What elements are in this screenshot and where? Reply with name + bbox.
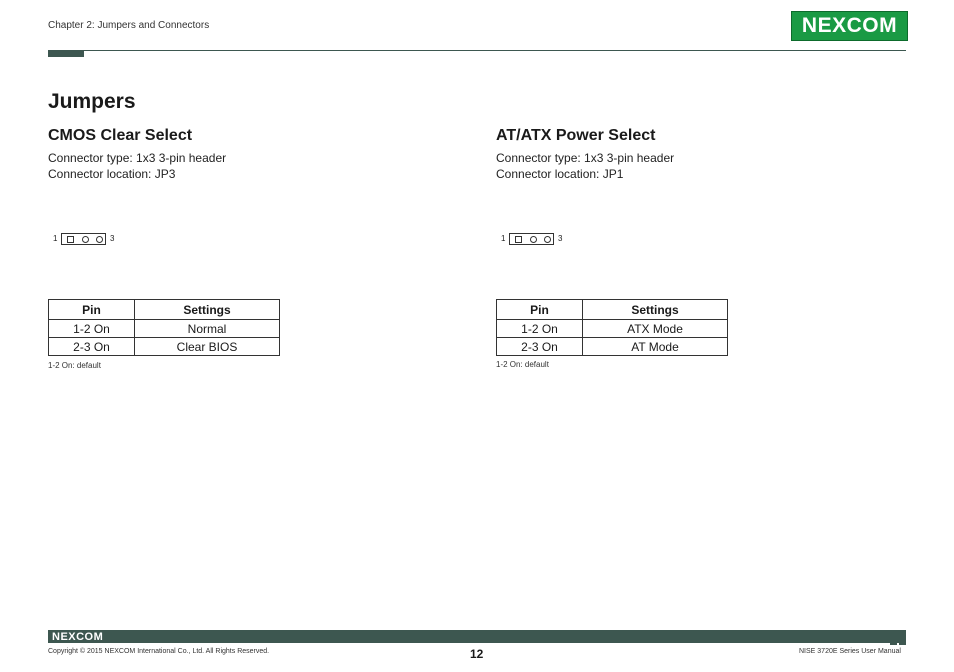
pin-1-square-icon xyxy=(67,236,74,243)
pin-header-diagram xyxy=(509,233,554,245)
page-number: 12 xyxy=(470,647,484,661)
table-cell: 2-3 On xyxy=(497,338,583,356)
table-row xyxy=(49,320,280,338)
table-cell: ATX Mode xyxy=(583,320,728,338)
pin-3-round-icon xyxy=(544,236,551,243)
table-header-row xyxy=(497,300,728,320)
table-header-row xyxy=(49,300,280,320)
connector-location-atx: Connector location: JP1 xyxy=(496,167,624,181)
manual-name: NISE 3720E Series User Manual xyxy=(799,648,901,655)
nexcom-logo xyxy=(791,11,908,41)
header-accent-bar xyxy=(48,50,84,57)
column-header-pin: Pin xyxy=(49,300,135,320)
connector-type-cmos: Connector type: 1x3 3-pin header xyxy=(48,151,227,165)
footer-corner-square-icon xyxy=(899,638,906,645)
connector-type-atx: Connector type: 1x3 3-pin header xyxy=(496,151,675,165)
table-cell: 2-3 On xyxy=(49,338,135,356)
column-header-settings: Settings xyxy=(583,300,728,320)
column-header-pin: Pin xyxy=(497,300,583,320)
header-rule xyxy=(84,50,906,51)
table-row xyxy=(497,320,728,338)
footer-logo: NEXCOM xyxy=(52,631,104,643)
pin-label-start: 1 xyxy=(501,234,506,243)
copyright-text: Copyright © 2015 NEXCOM International Co., Ltd. All Rights Reserved. xyxy=(48,648,270,655)
footnote-atx: 1-2 On: default xyxy=(496,360,549,369)
pin-1-square-icon xyxy=(515,236,522,243)
pin-2-round-icon xyxy=(82,236,89,243)
table-cell: AT Mode xyxy=(583,338,728,356)
settings-table-cmos xyxy=(48,299,280,356)
footer-corner-square-icon xyxy=(890,630,897,637)
chapter-heading: Chapter 2: Jumpers and Connectors xyxy=(48,20,210,31)
pin-header-diagram xyxy=(61,233,106,245)
section-title-atx: AT/ATX Power Select xyxy=(496,127,656,144)
pin-2-round-icon xyxy=(530,236,537,243)
footnote-cmos: 1-2 On: default xyxy=(48,361,101,370)
table-cell: Clear BIOS xyxy=(135,338,280,356)
table-cell: 1-2 On xyxy=(497,320,583,338)
section-title-cmos: CMOS Clear Select xyxy=(48,127,193,144)
logo-text: NEXCOM xyxy=(801,14,898,37)
connector-location-cmos: Connector location: JP3 xyxy=(48,167,176,181)
table-cell: Normal xyxy=(135,320,280,338)
column-header-settings: Settings xyxy=(135,300,280,320)
pin-label-start: 1 xyxy=(53,234,58,243)
table-row xyxy=(49,338,280,356)
footer-corner-square-icon xyxy=(890,638,897,645)
footer-bar xyxy=(48,630,906,643)
pin-label-end: 3 xyxy=(558,234,563,243)
table-cell: 1-2 On xyxy=(49,320,135,338)
pin-label-end: 3 xyxy=(110,234,115,243)
page-title: Jumpers xyxy=(48,90,136,113)
settings-table-atx xyxy=(496,299,728,356)
pin-3-round-icon xyxy=(96,236,103,243)
table-row xyxy=(497,338,728,356)
